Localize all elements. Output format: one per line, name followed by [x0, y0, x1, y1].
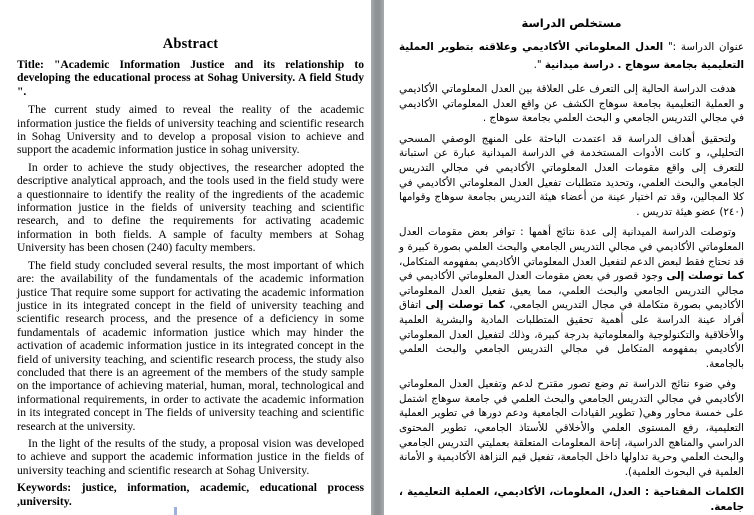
english-abstract-page: [0, 0, 371, 515]
arabic-abstract-heading: مستخلص الدراسة: [521, 16, 622, 30]
arabic-paragraph-vision: وفي ضوء نتائج الدراسة تم وضع تصور مقترح لدعم وتفعيل العدل المعلوماتي الأكاديمي في مجالي التدريس الجامعي والبحث العلمي في جامعة سوهاج اشتمل على خمسة محاور وهي( تطوير القيادات الجامعية ودعم دورها في تطوير العملية التعليمية، رفع المستوى العلمي والأخلاقي للأستاذ الجامعي، تطوير المحتوى الدراسي والمناهج الدراسية، إتاحة المعلومات المتعلقة بعمليتي التدريس الجامعي والبحث العلمي وحرية تداولها داخل الجامعة، تفعيل قيم النزاهة الأكاديمية و الأمانة العلمية في البحوث العلمية).: [399, 378, 744, 478]
arabic-paragraph-goal: هدفت الدراسة الحالية إلى التعرف على العلاقة بين العدل المعلوماتي الأكاديمي و العملية التعليمية بجامعة سوهاج الكشف عن واقع العدل المعلوماتي الأكاديمي في مجالي التدريس الجامعي و البحث العلمي بجامعة سوهاج .: [399, 83, 744, 125]
cropped-footer-mark: [174, 507, 177, 515]
english-title-paragraph: Title: "Academic Information Justice and its relationship to developing the educational process at Sohag University. A field Study ".: [17, 58, 364, 98]
english-keywords-line: Keywords: justice, information, academic, educational process ,university.: [17, 481, 364, 508]
arabic-paragraph-results: وتوصلت الدراسة الميدانية إلى عدة نتائج أهمها : توافر بعض مقومات العدل المعلوماتي الأكاديمي في مجالي التدريس الجامعي والبحث العلمي بصورة كبيرة و قد تحتاج فقط لبعض الدعم لتفعيل العدل المعلوماتي الأكاديمي بمفهومه المتكامل، كما توصلت إلى وجود قصور في بعض مقومات العدل المعلوماتي الأكاديمي في مجالي التدريس الجامعي والبحث العلمي، مما يعيق تفعيل العدل المعلوماتي الأكاديمي بصورة متكاملة في مجال التدريس الجامعي، كما توصلت إلى اتفاق أفراد عينة الدراسة على أهمية تحقيق المتطلبات المادية والبشرية العلمية والأخلاقية والتكنولوجية والمعلوماتية بدرجة كبيرة، وذلك لتفعيل العدل المعلوماتي الأكاديمي بمفهومه المتكامل في مجالي التدريس الجامعي والبحث العلمي بالجامعة.: [399, 226, 744, 370]
abstract-heading: Abstract: [162, 36, 219, 52]
english-paragraph-method: In order to achieve the study objectives, the researcher adopted the descriptive analytical approach, and the tools used in the field study were a questionnaire to identify the reality of the ingredients of the academic information justice in the fields of university teaching and scientific research, and to define the requirements for activating academic information in both fields. A sample of faculty members at Sohag University has been chosen (240) faculty members.: [17, 160, 364, 255]
arabic-abstract-page: [384, 0, 754, 515]
english-paragraph-aim: The current study aimed to reveal the reality of the academic information justice the fields of university teaching and scientific research in Sohag University and to develop a proposal vision to achieve and support the academic information justice in sohag university.: [17, 103, 364, 157]
arabic-title-paragraph: عنوان الدراسة :" العدل المعلوماتي الأكاديمي وعلاقته بتطوير العملية التعليمية بجامعة سوهاج . دراسة ميدانية ".: [399, 41, 744, 71]
arabic-keywords-line: الكلمات المفتاحية : العدل، المعلومات، الأكاديمي، العملية التعليمية ، جامعة.: [399, 486, 744, 514]
english-paragraph-vision: In the light of the results of the study, a proposal vision was developed to achieve and support the academic information justice in the fields of university teaching and scientific research at Sohag University.: [17, 436, 364, 477]
page-gutter-divider: [371, 0, 384, 515]
arabic-paragraph-method: ولتحقيق أهداف الدراسة قد اعتمدت الباحثة على المنهج الوصفي المسحي التحليلي، و كانت الأدوات المستخدمة في الدراسة الميدانية عبارة عن استبانة للتعرف إلى واقع مقومات العدل المعلوماتي الأكاديمي في مجالي التدريس الجامعي والبحث العلمي، وتحديد متطلبات تفعيل العدل المعلوماتي الأكاديمي في كلا المجالين، وقد تم اختيار عينة من أعضاء هيئة التدريس بجامعة سوهاج وقوامها (٢٤٠) عضو هيئة تدريس .: [399, 132, 744, 218]
english-paragraph-results: The field study concluded several results, the most important of which are: the availability of the fundamentals of the academic information justice That require some support for activating the academic information justice in its integrated concept in the field of university teaching and scientific research process, and the presence of a deficiency in some fundamentals of academic information justice which may hinder the activation of academic information justice in its integrated concept in the field of university teaching, and scientific research process, the study also concluded that there is an agreement of the members of the study sample on the importance of achieving material, human, moral, technological and informational requirements, in order to activate the academic information in its integrated concept in The fields of university teaching and scientific research at the university.: [17, 258, 364, 433]
